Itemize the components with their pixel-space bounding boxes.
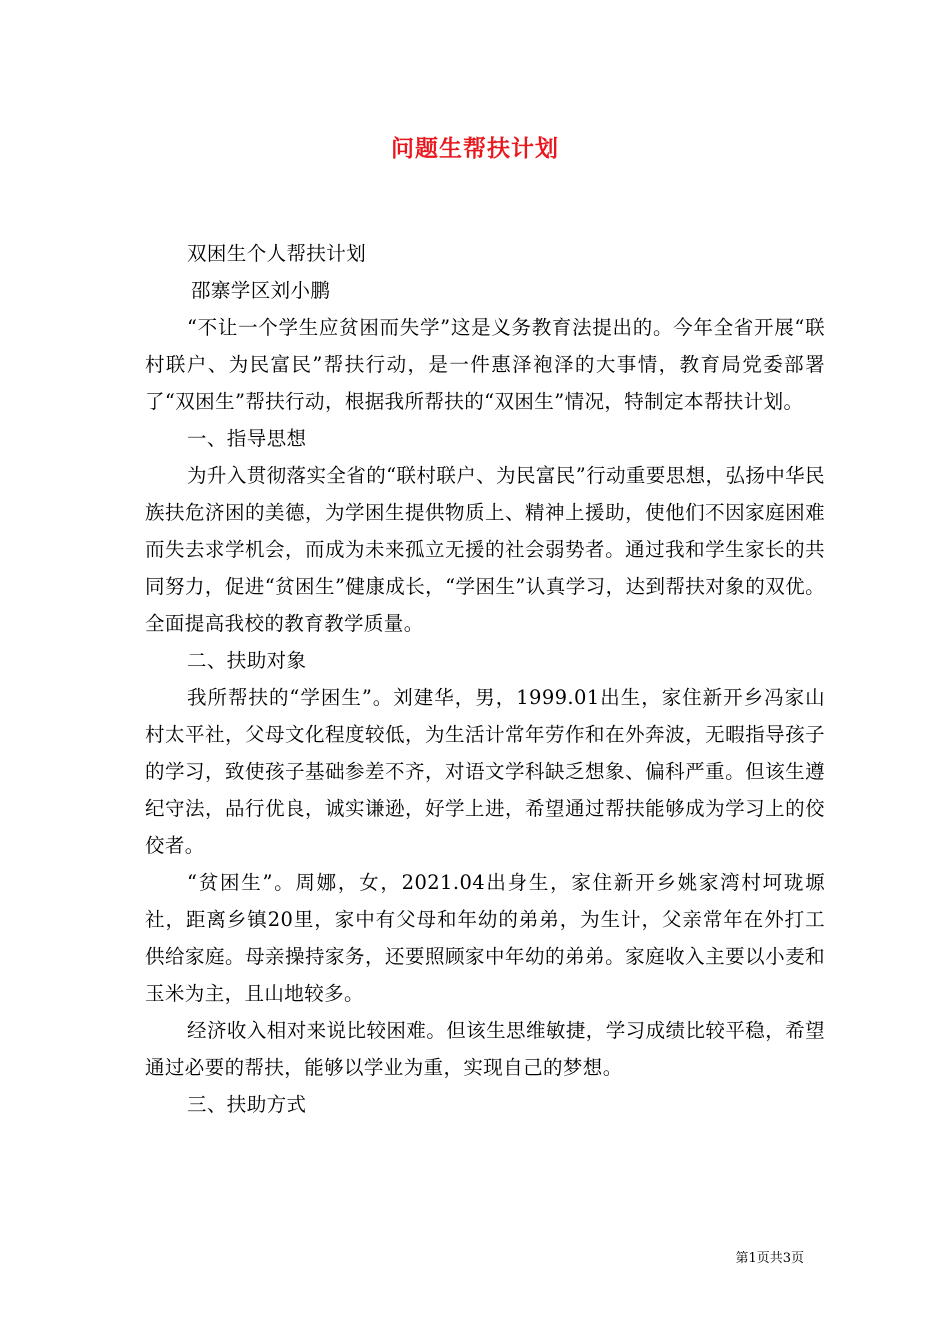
section-heading-method: 三、扶助方式 bbox=[187, 1093, 307, 1116]
paragraph-subtitle: 双困生个人帮扶计划 bbox=[187, 242, 367, 265]
document-body bbox=[145, 235, 825, 1123]
page-number: 第1页共3页 bbox=[735, 1251, 804, 1266]
paragraph-economic: 经济收入相对来说比较困难。但该生思维敏捷，学习成绩比较平稳，希望通过必要的帮扶，能够以学业为重，实现自己的梦想。 bbox=[145, 1019, 825, 1079]
document-title: 问题生帮扶计划 bbox=[391, 135, 559, 162]
paragraph-author: 邵寨学区刘小鹏 bbox=[191, 279, 331, 302]
paragraph-intro: “不让一个学生应贫困而失学”这是义务教育法提出的。今年全省开展“联村联户、为民富民”帮扶行动，是一件惠泽袍泽的大事情，教育局党委部署了“双困生”帮扶行动，根据我所帮扶的“双困生”情况，特制定本帮扶计划。 bbox=[145, 316, 825, 413]
paragraph-student-2: “贫困生”。周娜，女，2021.04出身生，家住新开乡姚家湾村坷珑塬社，距离乡镇20里，家中有父母和年幼的弟弟，为生计，父亲常年在外打工供给家庭。母亲操持家务，还要照顾家中年幼的弟弟。家庭收入主要以小麦和玉米为主，且山地较多。 bbox=[145, 871, 825, 1005]
section-heading-guiding-thought: 一、指导思想 bbox=[187, 427, 307, 450]
section-heading-target: 二、扶助对象 bbox=[187, 649, 307, 672]
paragraph-guiding-thought: 为升入贯彻落实全省的“联村联户、为民富民”行动重要思想，弘扬中华民族扶危济困的美德，为学困生提供物质上、精神上援助，使他们不因家庭困难而失去求学机会，而成为未来孤立无援的社会弱势者。通过我和学生家长的共同努力，促进“贫困生”健康成长，“学困生”认真学习，达到帮扶对象的双优。全面提高我校的教育教学质量。 bbox=[145, 464, 825, 635]
paragraph-student-1: 我所帮扶的“学困生”。刘建华，男，1999.01出生，家住新开乡冯家山村太平社，父母文化程度较低，为生活计常年劳作和在外奔波，无暇指导孩子的学习，致使孩子基础参差不齐，对语文学科缺乏想象、偏科严重。但该生遵纪守法，品行优良，诚实谦逊，好学上进，希望通过帮扶能够成为学习上的佼佼者。 bbox=[145, 686, 825, 857]
